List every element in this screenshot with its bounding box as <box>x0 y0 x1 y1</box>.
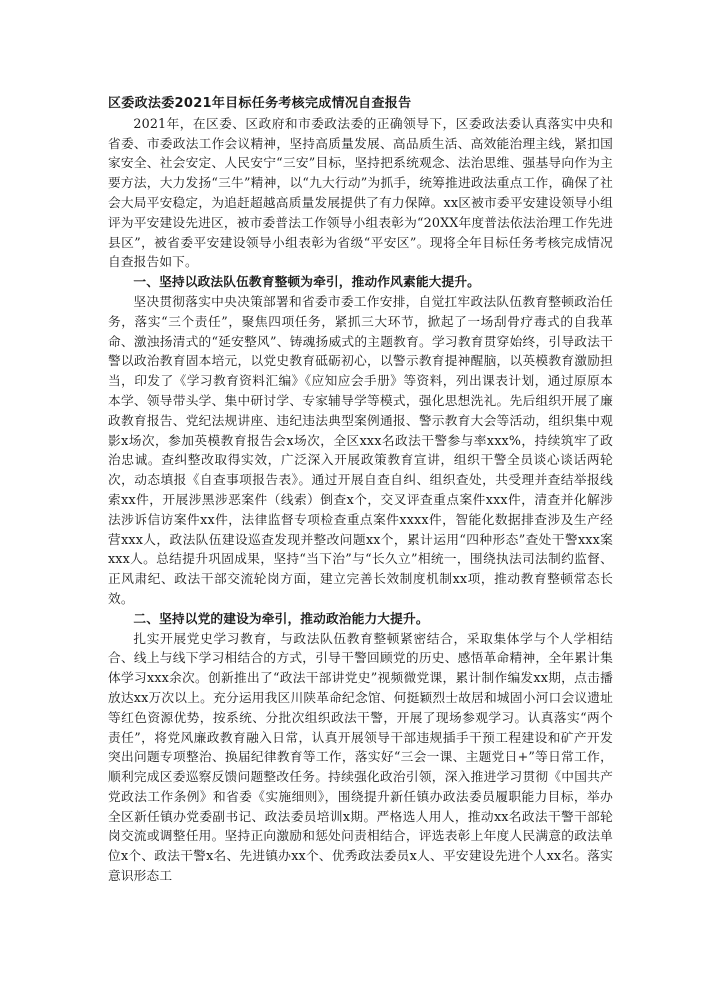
intro-paragraph: 2021年，在区委、区政府和市委政法委的正确领导下，区委政法委认真落实中央和省委、市委政法工作会议精神，坚持高质量发展、高品质生活、高效能治理主线，紧扣国家安全、社会安定、人民安宁“三安”目标，坚持把系统观念、法治思维、强基导向作为主要方法，大力发扬“三牛”精神，以“九大行动”为抓手，统筹推进政法重点工作，确保了社会大局平安稳定，为追赶超越高质量发展提供了有力保障。xx区被市委平安建设领导小组评为平安建设先进区，被市委普法工作领导小组表彰为“20XX年度普法依法治理工作先进县区”，被省委平安建设领导小组表彰为省级“平安区”。现将全年目标任务考核完成情况自查报告如下。 <box>108 115 613 270</box>
section-1-heading: 一、坚持以政法队伍教育整顿为牵引，推动作风素能大提升。 <box>133 274 481 290</box>
section-1-paragraph: 坚决贯彻落实中央决策部署和省委市委工作安排，自觉扛牢政法队伍教育整顿政治任务，落实“三个责任”，聚焦四项任务，紧抓三大环节，掀起了一场刮骨疗毒式的自我革命、激浊扬清式的“延安整风”、铸魂扬威式的主题教育。学习教育贯穿始终，引导政法干警以政治教育固本培元，以党史教育砥砺初心，以警示教育提神醒脑，以英模教育激励担当，印发了《学习教育资料汇编》《应知应会手册》等资料，列出课表计划，通过原原本本学、领导带头学、集中研讨学、专家辅导学等模式，强化思想洗礼。先后组织开展了廉政教育报告、党纪法规讲座、违纪违法典型案例通报、警示教育大会等活动，组织集中观影x场次，参加英模教育报告会x场次，全区xxx名政法干警参与率xxx%，持续筑牢了政治忠诚。查纠整改取得实效，广泛深入开展政策教育宣讲，组织干警全员谈心谈话两轮次，动态填报《自查事项报告表》。通过开展自查自纠、组织查处，共受理并查结举报线索xx件，开展涉黑涉恶案件（线索）倒查x个，交叉评查重点案件xxx件，清查并化解涉法涉诉信访案件xx件，法律监督专项检查重点案件xxxx件，智能化数据排查涉及生产经营xxx人，政法队伍建设巡查发现并整改问题xx个，累计运用“四种形态”查处干警xxx案xxx人。总结提升巩固成果，坚持“当下治”与“长久立”相统一，围绕执法司法制约监督、正风肃纪、政法干部交流轮岗方面，建立完善长效制度机制xx项，推动教育整顿常态长效。 <box>108 293 613 606</box>
section-2-paragraph: 扎实开展党史学习教育，与政法队伍教育整顿紧密结合，采取集体学与个人学相结合、线上与线下学习相结合的方式，引导干警回顾党的历史、感悟革命精神，全年累计集体学习xxx余次。创新推出了“政法干部讲党史”视频微党课，累计制作编发xx期，点击播放达xx万次以上。充分运用我区川陕革命纪念馆、何挺颖烈士故居和城固小河口会议遗址等红色资源优势，按系统、分批次组织政法干警，开展了现场参观学习。认真落实“两个责任”，将党风廉政教育融入日常，认真开展领导干部违规插手干预工程建设和矿产开发突出问题专项整治、换届纪律教育等工作，落实好“三会一课、主题党日+”等日常工作，顺利完成区委巡察反馈问题整改任务。持续强化政治引领，深入推进学习贯彻《中国共产党政法工作条例》和省委《实施细则》，围绕提升新任镇办政法委员履职能力目标，举办全区新任镇办党委副书记、政法委员培训x期。严格选人用人，推动xx名政法干警干部轮岗交流或调整任用。坚持正向激励和惩处问责相结合，评选表彰上年度人民满意的政法单位x个、政法干警x名、先进镇办xx个、优秀政法委员x人、平安建设先进个人xx名。落实意识形态工 <box>108 630 613 884</box>
document-body <box>108 94 613 886</box>
section-2-heading: 二、坚持以党的建设为牵引，推动政治能力大提升。 <box>133 610 429 626</box>
document-title: 区委政法委2021年目标任务考核完成情况自查报告 <box>108 96 412 111</box>
